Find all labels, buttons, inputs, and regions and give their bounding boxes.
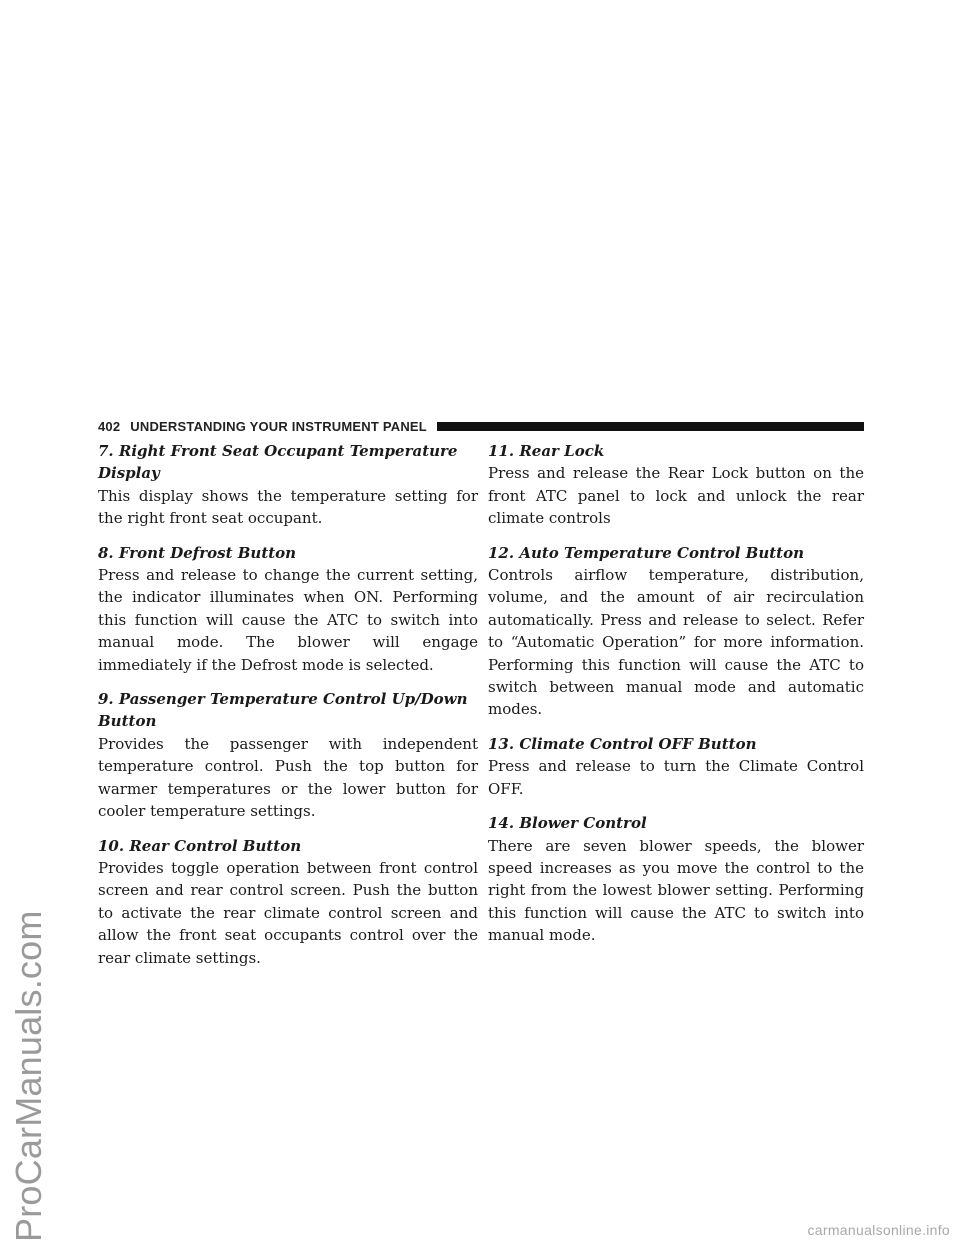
page-number: 402 (98, 418, 121, 434)
item-11 (488, 440, 864, 530)
item-heading: 12. Auto Temperature Control Button (488, 543, 804, 562)
item-7 (98, 440, 478, 530)
item-heading: 10. Rear Control Button (98, 836, 302, 855)
item-body: Controls airflow temperature, distribution, volume, and the amount of air recirculation automatically. Press and release to select. Refer to “Automatic Operation” for more information. Performing this function will cause the ATC to switch between manual mode and automatic modes. (488, 566, 864, 719)
item-body: Press and release the Rear Lock button on the front ATC panel to lock and unlock the rear climate controls (488, 464, 864, 528)
bottom-watermark: carmanualsonline.info (807, 1222, 950, 1238)
side-watermark: ProCarManuals.com (8, 910, 49, 1242)
item-body: Provides the passenger with independent temperature control. Push the top button for warmer temperatures or the lower button for cooler temperature settings. (98, 734, 478, 821)
item-14 (488, 812, 864, 946)
item-body: Press and release to turn the Climate Control OFF. (488, 757, 864, 798)
item-9 (98, 688, 478, 822)
item-8 (98, 542, 478, 676)
page-header (98, 418, 864, 434)
left-column (98, 440, 478, 981)
item-body: There are seven blower speeds, the blower speed increases as you move the control to the right from the lowest blower setting. Performing this function will cause the ATC to switch into manual mode. (488, 836, 864, 945)
section-title: UNDERSTANDING YOUR INSTRUMENT PANEL (130, 418, 427, 434)
item-heading: 7. Right Front Seat Occupant Temperature Display (98, 442, 458, 483)
right-column (488, 440, 864, 959)
item-body: Provides toggle operation between front control screen and rear control screen. Push the button to activate the rear climate control screen and allow the front seat occupants control over the rear climate settings. (98, 858, 478, 967)
item-heading: 14. Blower Control (488, 814, 647, 833)
item-heading: 13. Climate Control OFF Button (488, 734, 757, 753)
item-10 (98, 835, 478, 969)
item-body: This display shows the temperature setting for the right front seat occupant. (98, 486, 478, 528)
item-13 (488, 733, 864, 800)
item-heading: 8. Front Defrost Button (98, 543, 297, 562)
header-rule (437, 422, 864, 431)
item-heading: 9. Passenger Temperature Control Up/Down Button (98, 690, 468, 731)
item-heading: 11. Rear Lock (488, 442, 605, 460)
item-body: Press and release to change the current setting, the indicator illuminates when ON. Performing this function will cause the ATC to switch into manual mode. The blower will engage immediately if the Defrost mode is selected. (98, 566, 478, 674)
item-12 (488, 542, 864, 721)
